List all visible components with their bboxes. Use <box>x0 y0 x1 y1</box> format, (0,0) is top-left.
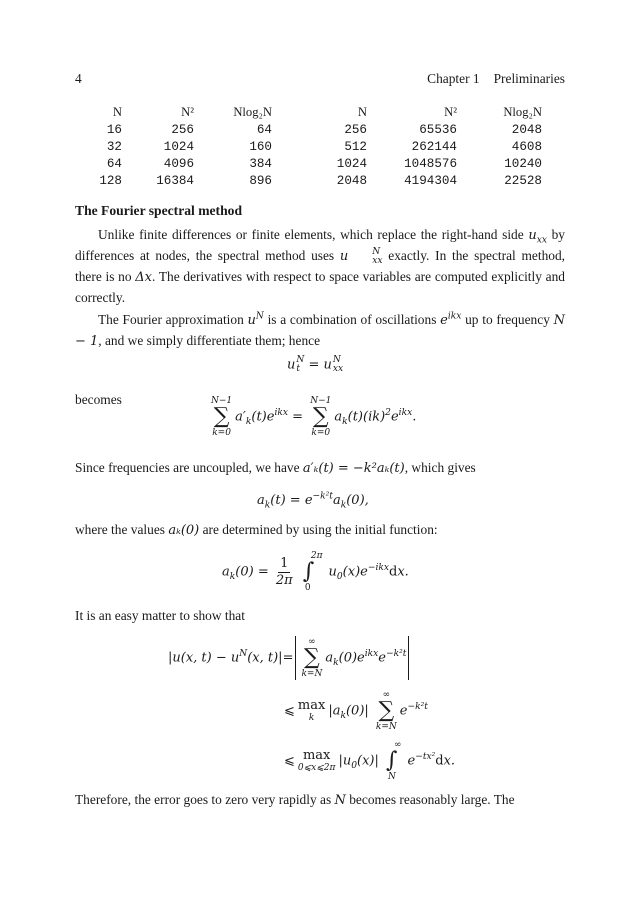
paragraph-easy-matter: It is an easy matter to show that <box>75 608 245 623</box>
equation-ut-uxx: u N t = u N xx <box>287 355 344 374</box>
table-cell: 896 <box>249 173 272 188</box>
table-cell: 4608 <box>511 139 542 154</box>
table-cell: 128 <box>99 173 122 188</box>
table-cell: 160 <box>249 139 272 154</box>
equation-ak-t: $a_k(t) = e^{-k^2t}a_k(0)$, <box>257 491 369 511</box>
equation-bound-integral: ⩽ max 0⩽x⩽2π $|u_0(x)|$ ∞ ∫ N $e^{-tx^2}dx$. <box>284 740 456 782</box>
text: Unlike finite differences or finite elements, which replace the right-hand side <box>98 227 524 242</box>
table-cell: 65536 <box>419 122 457 137</box>
table-cell: 1048576 <box>404 156 457 171</box>
table-cell: 64 <box>256 122 272 137</box>
equation-error-bound: |u(x, $t) - u^N(x$, t)|= ∞ ∑ k=N $a_k(0)e^{ikx}e^{-k^2t}$ <box>168 636 411 680</box>
table-cell: 384 <box>249 156 272 171</box>
max-operator: max k <box>297 698 326 723</box>
col-header-n: N <box>357 105 367 119</box>
text: Since frequencies are uncoupled, we have <box>75 460 303 475</box>
equation-ak-0: $a_k(0)$ = $\frac{1}{2\pi}$ 2π ∫ 0 $u_0(x)e^{-ikx}dx$. <box>222 551 409 593</box>
table-cell: 32 <box>106 139 122 154</box>
table-cell: 4096 <box>163 156 194 171</box>
table-row <box>80 121 542 138</box>
paragraph-therefore <box>75 790 565 811</box>
text: The Fourier approximation <box>98 312 248 327</box>
math-inline: u N xx <box>339 246 383 266</box>
col-header-nlogn: Nlog₂N <box>503 105 542 119</box>
text: up to frequency <box>461 312 554 327</box>
abs-bar <box>295 636 296 680</box>
paragraph-spectral-intro <box>75 225 565 308</box>
table-cell: 16384 <box>156 173 194 188</box>
running-header <box>427 71 565 87</box>
table-row <box>80 155 542 172</box>
math-inline: a′ₖ(t) = −k²aₖ(t) <box>302 461 405 476</box>
paragraph-fourier-approx <box>75 310 565 352</box>
sum-operator: N−1 ∑ k=0 <box>310 396 332 438</box>
text-becomes: becomes <box>75 392 122 407</box>
integral-operator: ∞ ∫ N <box>386 740 402 782</box>
chapter-label: Chapter 1 <box>427 71 480 86</box>
paragraph-uncoupled <box>75 458 565 479</box>
table-cell: 2048 <box>511 122 542 137</box>
table-cell: 22528 <box>504 173 542 188</box>
table-header-row <box>80 104 542 121</box>
text: are determined by using the initial function: <box>199 522 438 537</box>
text: exactly. In the spectral method, there is no <box>75 248 566 284</box>
table-cell: 256 <box>171 122 194 137</box>
col-header-n2: N² <box>444 105 457 119</box>
table-cell: 1024 <box>163 139 194 154</box>
text: , and we simply differentiate them; hence <box>98 333 321 348</box>
table-cell: 1024 <box>336 156 367 171</box>
text: by differences at nodes, the spectral method uses <box>75 227 565 263</box>
col-header-n: N <box>112 105 122 119</box>
math-inline: aₖ(0) <box>168 523 200 538</box>
max-operator: max 0⩽x⩽2π <box>297 748 336 773</box>
math-inline: Δx <box>135 270 153 285</box>
text: where the values <box>75 522 169 537</box>
table-cell: 16 <box>106 122 122 137</box>
col-header-n2: N² <box>181 105 194 119</box>
table-cell: 10240 <box>504 156 542 171</box>
sum-operator: ∞ ∑ k=N <box>301 637 323 679</box>
math-inline: $u^N$ <box>247 311 264 328</box>
page-number: 4 <box>75 71 82 86</box>
table-cell: 4194304 <box>404 173 457 188</box>
table-cell: 256 <box>344 122 367 137</box>
table-cell: 512 <box>344 139 367 154</box>
table-row <box>80 172 542 189</box>
equation-bound-sum: ⩽ max k $|a_k(0)|$ ∞ ∑ k=N $e^{-k^2t}$ <box>284 690 428 732</box>
complexity-table <box>80 104 542 189</box>
text: is a combination of oscillations <box>263 312 441 327</box>
integral-operator: 2π ∫ 0 <box>302 551 323 593</box>
fraction: $\frac{1}{2\pi}$ <box>275 555 293 588</box>
table-cell: 64 <box>106 156 122 171</box>
table-cell: 2048 <box>336 173 367 188</box>
math-inline: $e^{ikx}$ <box>440 311 462 328</box>
col-header-nlogn: Nlog₂N <box>233 105 272 119</box>
chapter-title: Preliminaries <box>493 71 565 86</box>
table-cell: 262144 <box>411 139 457 154</box>
math-inline: N <box>334 793 346 808</box>
abs-bar <box>408 636 409 680</box>
text: . The derivatives with respect to space variables are computed explicitly and correctly. <box>75 269 565 305</box>
text: Therefore, the error goes to zero very rapidly as <box>75 792 335 807</box>
math-inline: $u_{xx}$ <box>528 228 547 246</box>
text: , which gives <box>404 460 476 475</box>
paragraph-initial-values <box>75 520 565 541</box>
equation-sum: N−1 ∑ k=0 $a'_k(t)e^{ikx}$ = N−1 ∑ k=0 $a_k(t)(ik)^2e^{ikx}$. <box>211 396 417 438</box>
section-title: The Fourier spectral method <box>75 203 243 218</box>
text: becomes reasonably large. The <box>345 792 515 807</box>
math-inline: N − 1 <box>75 313 565 349</box>
sum-operator: ∞ ∑ k=N <box>375 690 397 732</box>
sum-operator: N−1 ∑ k=0 <box>211 396 233 438</box>
table-row <box>80 138 542 155</box>
